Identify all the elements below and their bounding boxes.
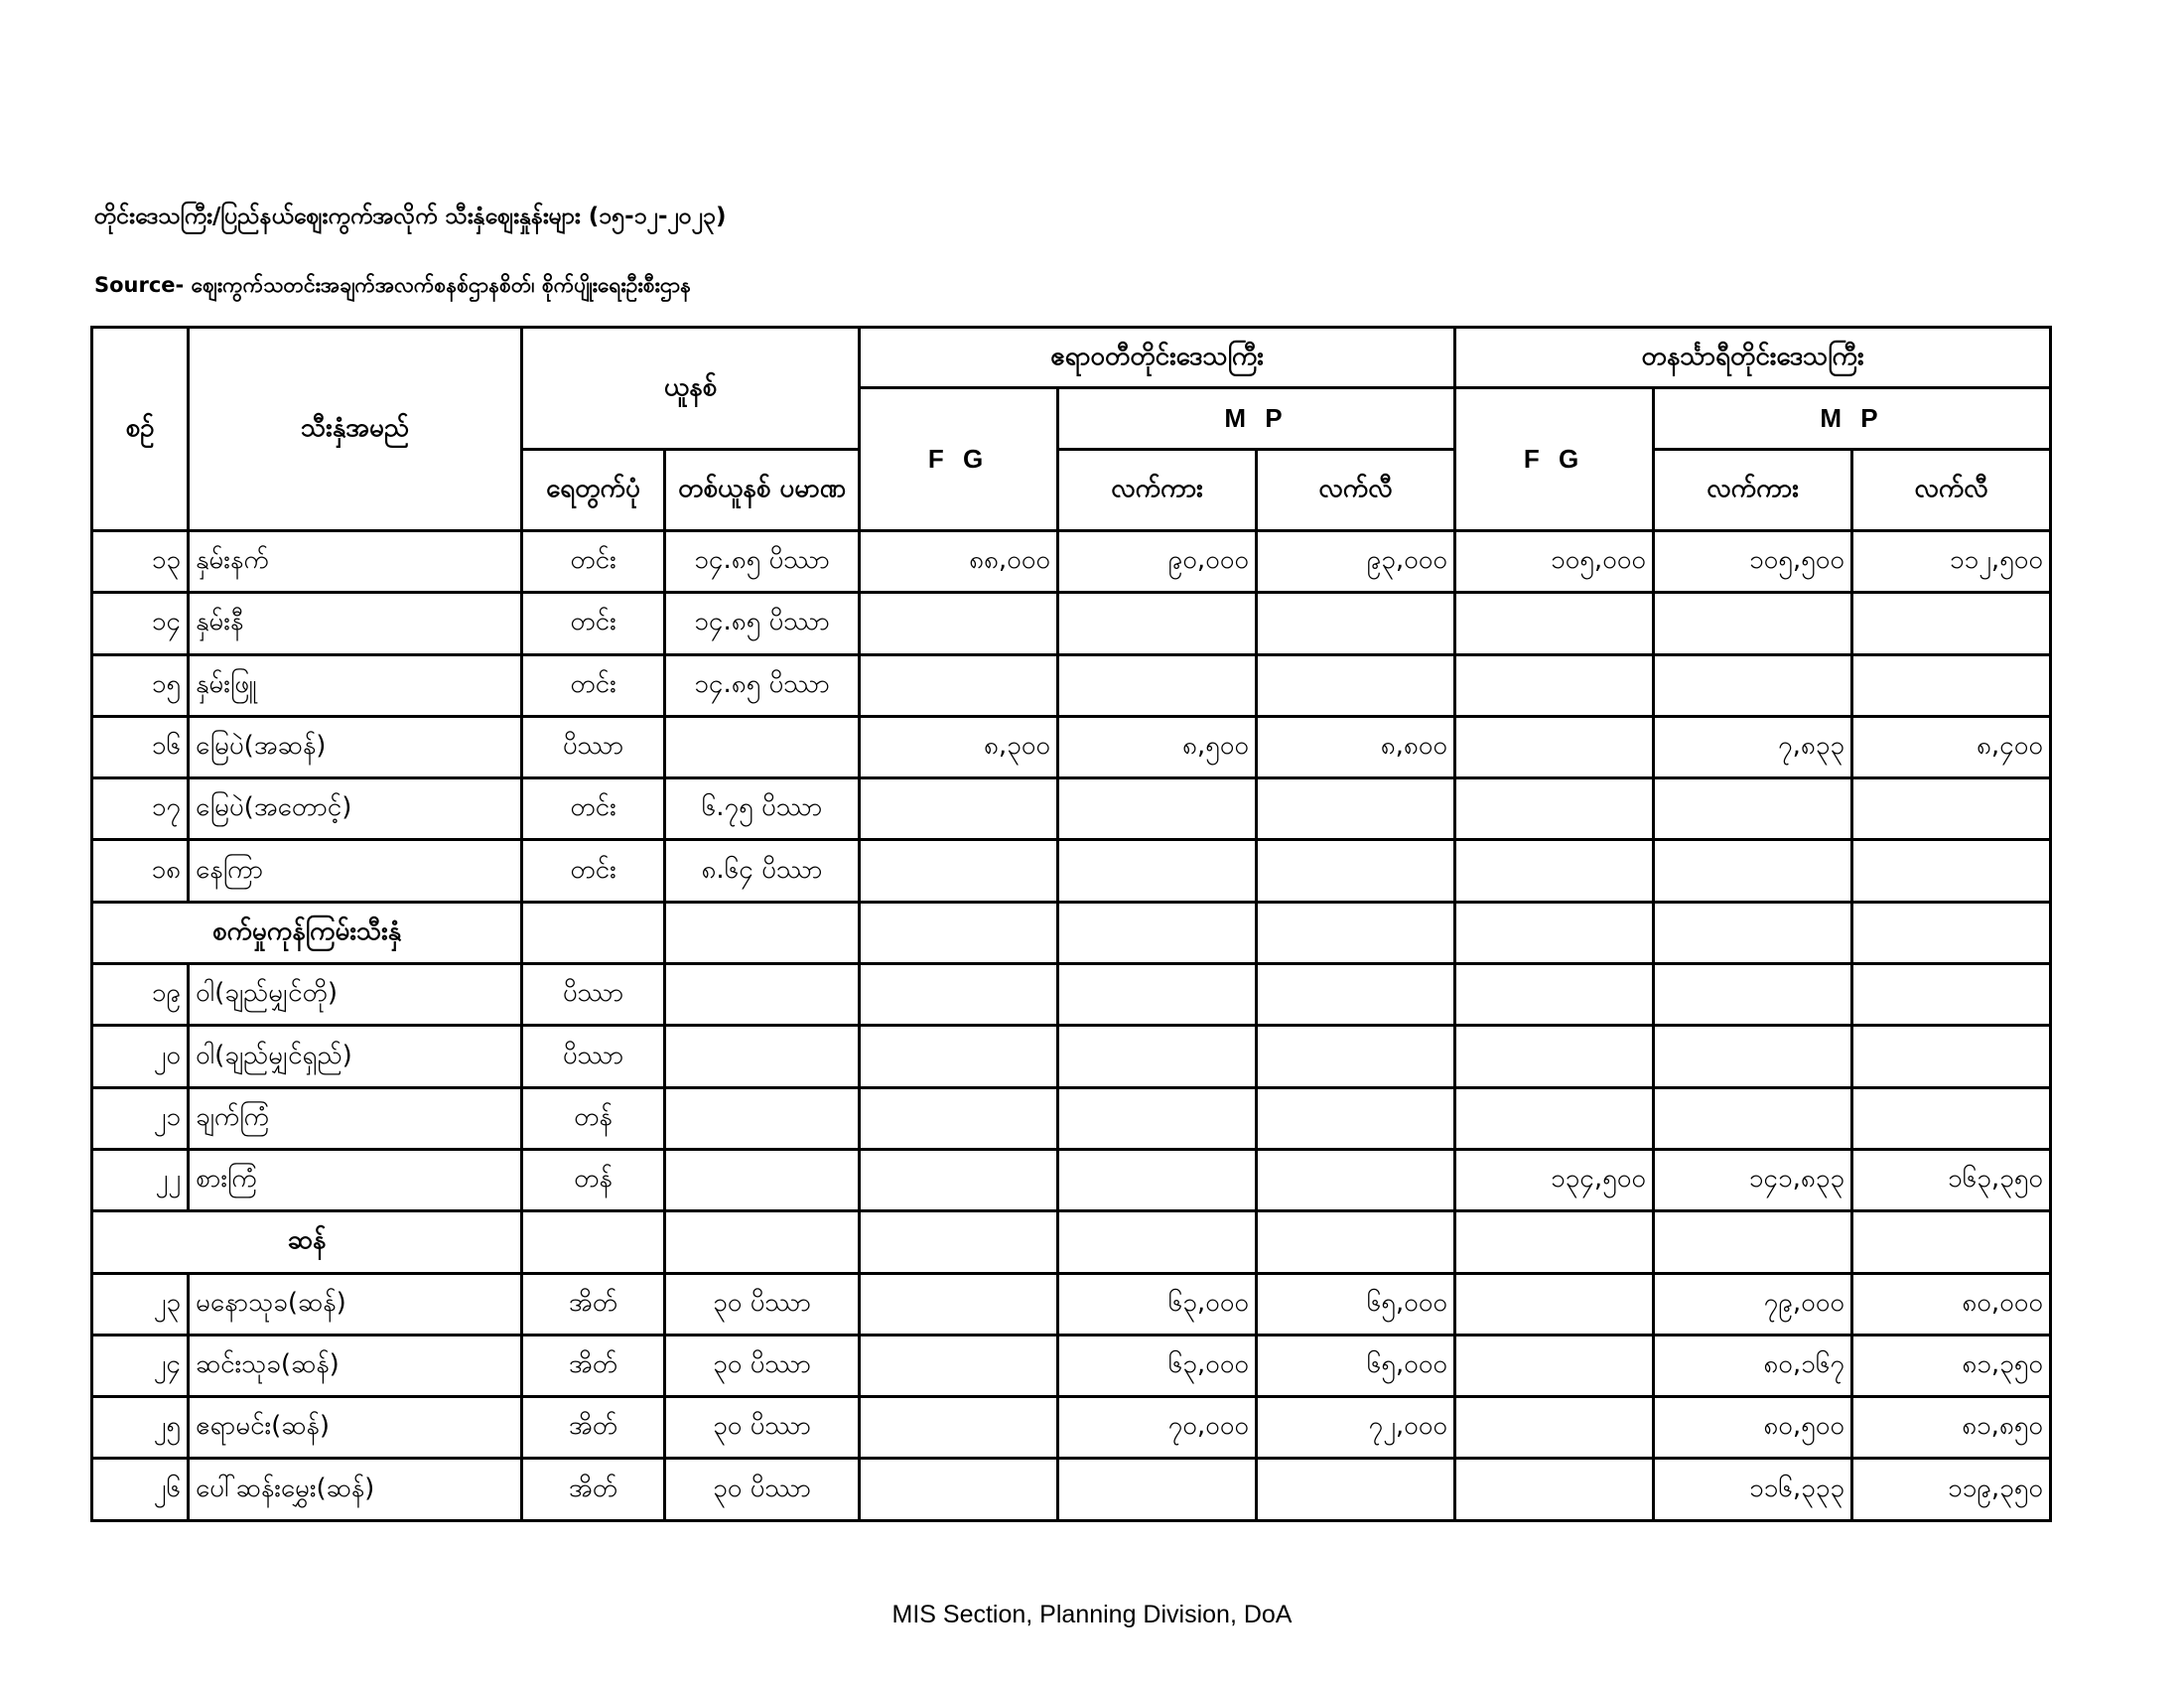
header-retail-2: လက်လီ <box>1852 450 2051 531</box>
price-tanintharyi-fg <box>1455 1087 1654 1149</box>
price-tanintharyi-fg <box>1455 1335 1654 1396</box>
table-row <box>92 1335 2051 1396</box>
page-title: တိုင်းဒေသကြီး/ပြည်နယ်ဈေးကွက်အလိုက် သီးနှံဈေးနှုန်းများ (၁၅-၁၂-၂၀၂၃) <box>94 204 727 229</box>
table-row <box>92 964 2051 1026</box>
table-row <box>92 1273 2051 1335</box>
row-number: ၂၀ <box>92 1026 189 1087</box>
price-ayeyarwady-mp-wholesale <box>1058 778 1257 840</box>
price-tanintharyi-mp-retail <box>1852 778 2051 840</box>
price-tanintharyi-mp-retail: ၁၁၂,၅၀၀ <box>1852 531 2051 593</box>
price-ayeyarwady-mp-wholesale <box>1058 964 1257 1026</box>
price-ayeyarwady-fg <box>860 1397 1058 1459</box>
crop-name: ချက်ကြံ <box>189 1087 522 1149</box>
price-tanintharyi-mp-retail <box>1852 654 2051 716</box>
local-unit: တန် <box>522 1149 665 1210</box>
empty-cell <box>860 902 1058 963</box>
crop-name: နေကြာ <box>189 840 522 902</box>
table-row <box>92 593 2051 654</box>
row-number: ၂၄ <box>92 1335 189 1396</box>
header-crop-name: သီးနှံအမည် <box>189 328 522 531</box>
local-unit: အိတ် <box>522 1335 665 1396</box>
unit-measure: ၃၀ ပိဿာ <box>665 1335 860 1396</box>
price-tanintharyi-mp-retail <box>1852 1026 2051 1087</box>
source-line: Source- ဈေးကွက်သတင်းအချက်အလက်စနစ်ဌာနစိတ်၊ စိုက်ပျိုးရေးဦးစီးဌာန <box>94 273 692 297</box>
price-ayeyarwady-fg <box>860 964 1058 1026</box>
price-tanintharyi-mp-retail: ၈၁,၃၅၀ <box>1852 1335 2051 1396</box>
unit-measure <box>665 964 860 1026</box>
price-ayeyarwady-fg <box>860 1149 1058 1210</box>
table-row <box>92 1087 2051 1149</box>
crop-name: ဧရာမင်း(ဆန်) <box>189 1397 522 1459</box>
price-tanintharyi-mp-retail <box>1852 840 2051 902</box>
row-number: ၂၁ <box>92 1087 189 1149</box>
price-tanintharyi-fg <box>1455 840 1654 902</box>
header-fg-2: F G <box>1455 388 1654 531</box>
table-row <box>92 1026 2051 1087</box>
price-ayeyarwady-fg <box>860 654 1058 716</box>
price-ayeyarwady-mp-retail: ၈,၈၀၀ <box>1257 716 1455 777</box>
category-row <box>92 1211 2051 1273</box>
crop-name: နှမ်းနီ <box>189 593 522 654</box>
row-number: ၁၈ <box>92 840 189 902</box>
price-tanintharyi-fg <box>1455 964 1654 1026</box>
table-row <box>92 1397 2051 1459</box>
header-mp-2: M P <box>1654 388 2051 450</box>
unit-measure <box>665 1149 860 1210</box>
row-number: ၂၃ <box>92 1273 189 1335</box>
price-ayeyarwady-mp-wholesale: ၉၀,၀၀၀ <box>1058 531 1257 593</box>
local-unit: တင်း <box>522 593 665 654</box>
price-tanintharyi-mp-wholesale <box>1654 593 1852 654</box>
unit-measure: ၁၄.၈၅ ပိဿာ <box>665 593 860 654</box>
price-tanintharyi-mp-wholesale <box>1654 964 1852 1026</box>
price-tanintharyi-mp-retail <box>1852 964 2051 1026</box>
price-ayeyarwady-mp-wholesale <box>1058 593 1257 654</box>
price-ayeyarwady-fg <box>860 1335 1058 1396</box>
price-tanintharyi-mp-wholesale: ၇၉,၀၀၀ <box>1654 1273 1852 1335</box>
price-ayeyarwady-fg: ၈,၃၀၀ <box>860 716 1058 777</box>
price-tanintharyi-mp-wholesale <box>1654 840 1852 902</box>
header-fg-1: F G <box>860 388 1058 531</box>
local-unit: တင်း <box>522 654 665 716</box>
price-ayeyarwady-mp-wholesale <box>1058 1459 1257 1520</box>
row-number: ၁၉ <box>92 964 189 1026</box>
category-label: ဆန် <box>92 1211 522 1273</box>
empty-cell <box>1852 1211 2051 1273</box>
table-row <box>92 716 2051 777</box>
local-unit: အိတ် <box>522 1459 665 1520</box>
price-ayeyarwady-mp-retail <box>1257 654 1455 716</box>
price-ayeyarwady-fg <box>860 1459 1058 1520</box>
unit-measure: ၁၄.၈၅ ပိဿာ <box>665 654 860 716</box>
crop-name: ဝါ(ချည်မျှင်ရှည်) <box>189 1026 522 1087</box>
crop-name: နှမ်းဖြူ <box>189 654 522 716</box>
price-tanintharyi-fg <box>1455 1026 1654 1087</box>
header-wholesale-1: လက်ကား <box>1058 450 1257 531</box>
header-retail-1: လက်လီ <box>1257 450 1455 531</box>
price-ayeyarwady-mp-wholesale <box>1058 1026 1257 1087</box>
price-tanintharyi-mp-retail <box>1852 593 2051 654</box>
empty-cell <box>1654 1211 1852 1273</box>
price-ayeyarwady-mp-wholesale: ၇၀,၀၀၀ <box>1058 1397 1257 1459</box>
price-ayeyarwady-mp-wholesale: ၈,၅၀၀ <box>1058 716 1257 777</box>
crop-name: စားကြံ <box>189 1149 522 1210</box>
price-ayeyarwady-fg: ၈၈,၀၀၀ <box>860 531 1058 593</box>
price-tanintharyi-mp-wholesale: ၈၀,၁၆၇ <box>1654 1335 1852 1396</box>
table-row <box>92 778 2051 840</box>
price-ayeyarwady-fg <box>860 778 1058 840</box>
price-tanintharyi-mp-retail: ၈၁,၈၅၀ <box>1852 1397 2051 1459</box>
footer: MIS Section, Planning Division, DoA <box>891 1601 1293 1628</box>
price-ayeyarwady-mp-retail <box>1257 593 1455 654</box>
row-number: ၂၆ <box>92 1459 189 1520</box>
price-ayeyarwady-mp-retail <box>1257 1026 1455 1087</box>
price-ayeyarwady-mp-retail <box>1257 1087 1455 1149</box>
unit-measure: ၆.၇၅ ပိဿာ <box>665 778 860 840</box>
empty-cell <box>665 1211 860 1273</box>
price-ayeyarwady-mp-retail <box>1257 778 1455 840</box>
crop-name: ဝါ(ချည်မျှင်တို) <box>189 964 522 1026</box>
empty-cell <box>860 1211 1058 1273</box>
price-tanintharyi-mp-wholesale: ၁၀၅,၅၀၀ <box>1654 531 1852 593</box>
price-tanintharyi-mp-wholesale: ၁၄၁,၈၃၃ <box>1654 1149 1852 1210</box>
row-number: ၁၅ <box>92 654 189 716</box>
unit-measure: ၈.၆၄ ပိဿာ <box>665 840 860 902</box>
header-unit-group: ယူနစ် <box>522 328 860 450</box>
empty-cell <box>1654 902 1852 963</box>
local-unit: တင်း <box>522 840 665 902</box>
local-unit: ပိဿာ <box>522 716 665 777</box>
table-row <box>92 1149 2051 1210</box>
price-tanintharyi-mp-wholesale <box>1654 654 1852 716</box>
price-ayeyarwady-fg <box>860 840 1058 902</box>
unit-measure: ၃၀ ပိဿာ <box>665 1273 860 1335</box>
price-ayeyarwady-mp-wholesale <box>1058 1149 1257 1210</box>
price-ayeyarwady-fg <box>860 1026 1058 1087</box>
empty-cell <box>1455 1211 1654 1273</box>
category-label: စက်မှုကုန်ကြမ်းသီးနှံ <box>92 902 522 963</box>
price-ayeyarwady-mp-retail: ၆၅,၀၀၀ <box>1257 1273 1455 1335</box>
price-ayeyarwady-mp-wholesale: ၆၃,၀၀၀ <box>1058 1273 1257 1335</box>
unit-measure: ၃၀ ပိဿာ <box>665 1459 860 1520</box>
price-tanintharyi-mp-retail <box>1852 1087 2051 1149</box>
table-row <box>92 531 2051 593</box>
price-table <box>90 326 2052 1522</box>
crop-name: မြေပဲ(အတောင့်) <box>189 778 522 840</box>
price-tanintharyi-mp-wholesale: ၈၀,၅၀၀ <box>1654 1397 1852 1459</box>
header-local-unit: ရေတွက်ပုံ <box>522 450 665 531</box>
price-tanintharyi-fg <box>1455 1459 1654 1520</box>
price-ayeyarwady-mp-retail: ၇၂,၀၀၀ <box>1257 1397 1455 1459</box>
crop-name: နှမ်းနက် <box>189 531 522 593</box>
price-tanintharyi-mp-retail: ၁၁၉,၃၅၀ <box>1852 1459 2051 1520</box>
row-number: ၁၄ <box>92 593 189 654</box>
table-row <box>92 1459 2051 1520</box>
price-ayeyarwady-mp-retail <box>1257 840 1455 902</box>
crop-name: ဆင်းသုခ(ဆန်) <box>189 1335 522 1396</box>
header-no: စဉ် <box>92 328 189 531</box>
row-number: ၂၅ <box>92 1397 189 1459</box>
price-tanintharyi-mp-wholesale <box>1654 778 1852 840</box>
price-tanintharyi-fg <box>1455 716 1654 777</box>
price-ayeyarwady-mp-wholesale <box>1058 1087 1257 1149</box>
table-row <box>92 654 2051 716</box>
empty-cell <box>1455 902 1654 963</box>
price-tanintharyi-fg <box>1455 593 1654 654</box>
header-region-ayeyarwady: ဧရာဝတီတိုင်းဒေသကြီး <box>860 328 1455 388</box>
local-unit: တန် <box>522 1087 665 1149</box>
header-wholesale-2: လက်ကား <box>1654 450 1852 531</box>
empty-cell <box>1257 902 1455 963</box>
local-unit: ပိဿာ <box>522 1026 665 1087</box>
row-number: ၁၃ <box>92 531 189 593</box>
price-tanintharyi-fg <box>1455 654 1654 716</box>
price-tanintharyi-fg <box>1455 1397 1654 1459</box>
price-tanintharyi-mp-retail: ၈၀,၀၀၀ <box>1852 1273 2051 1335</box>
price-tanintharyi-mp-wholesale: ၇,၈၃၃ <box>1654 716 1852 777</box>
empty-cell <box>522 1211 665 1273</box>
local-unit: တင်း <box>522 778 665 840</box>
empty-cell <box>665 902 860 963</box>
unit-measure <box>665 1026 860 1087</box>
local-unit: အိတ် <box>522 1273 665 1335</box>
price-tanintharyi-mp-wholesale <box>1654 1087 1852 1149</box>
header-unit-measure: တစ်ယူနစ် ပမာဏ <box>665 450 860 531</box>
unit-measure <box>665 1087 860 1149</box>
empty-cell <box>1058 1211 1257 1273</box>
row-number: ၂၂ <box>92 1149 189 1210</box>
price-ayeyarwady-mp-wholesale: ၆၃,၀၀၀ <box>1058 1335 1257 1396</box>
price-ayeyarwady-fg <box>860 1087 1058 1149</box>
row-number: ၁၆ <box>92 716 189 777</box>
price-tanintharyi-fg: ၁၃၄,၅၀၀ <box>1455 1149 1654 1210</box>
empty-cell <box>1257 1211 1455 1273</box>
header-region-tanintharyi: တနင်္သာရီတိုင်းဒေသကြီး <box>1455 328 2051 388</box>
row-number: ၁၇ <box>92 778 189 840</box>
price-tanintharyi-mp-retail: ၁၆၃,၃၅၀ <box>1852 1149 2051 1210</box>
local-unit: တင်း <box>522 531 665 593</box>
price-tanintharyi-fg <box>1455 778 1654 840</box>
price-ayeyarwady-mp-retail: ၉၃,၀၀၀ <box>1257 531 1455 593</box>
price-ayeyarwady-mp-wholesale <box>1058 840 1257 902</box>
price-ayeyarwady-mp-retail: ၆၅,၀၀၀ <box>1257 1335 1455 1396</box>
price-ayeyarwady-fg <box>860 1273 1058 1335</box>
price-ayeyarwady-mp-retail <box>1257 1149 1455 1210</box>
table-row <box>92 840 2051 902</box>
price-tanintharyi-fg: ၁၀၅,၀၀၀ <box>1455 531 1654 593</box>
price-ayeyarwady-mp-wholesale <box>1058 654 1257 716</box>
crop-name: မြေပဲ(အဆန်) <box>189 716 522 777</box>
local-unit: ပိဿာ <box>522 964 665 1026</box>
empty-cell <box>1852 902 2051 963</box>
category-row <box>92 902 2051 963</box>
unit-measure <box>665 716 860 777</box>
price-tanintharyi-fg <box>1455 1273 1654 1335</box>
unit-measure: ၃၀ ပိဿာ <box>665 1397 860 1459</box>
price-ayeyarwady-mp-retail <box>1257 1459 1455 1520</box>
header-mp-1: M P <box>1058 388 1455 450</box>
empty-cell <box>1058 902 1257 963</box>
unit-measure: ၁၄.၈၅ ပိဿာ <box>665 531 860 593</box>
price-tanintharyi-mp-wholesale: ၁၁၆,၃၃၃ <box>1654 1459 1852 1520</box>
crop-name: မနောသုခ(ဆန်) <box>189 1273 522 1335</box>
price-ayeyarwady-mp-retail <box>1257 964 1455 1026</box>
local-unit: အိတ် <box>522 1397 665 1459</box>
price-tanintharyi-mp-wholesale <box>1654 1026 1852 1087</box>
crop-name: ပေါ်ဆန်းမွှေး(ဆန်) <box>189 1459 522 1520</box>
price-ayeyarwady-fg <box>860 593 1058 654</box>
price-tanintharyi-mp-retail: ၈,၄၀၀ <box>1852 716 2051 777</box>
empty-cell <box>522 902 665 963</box>
